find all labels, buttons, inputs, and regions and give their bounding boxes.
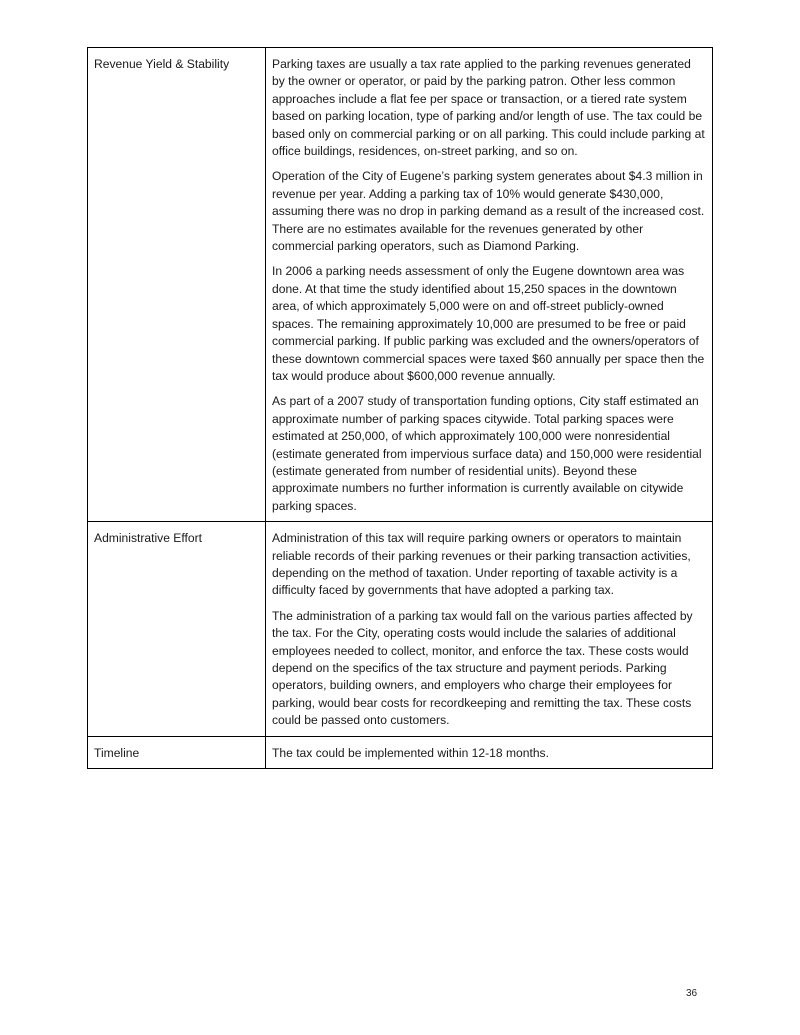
row-label: Revenue Yield & Stability: [94, 57, 230, 71]
table-row-revenue-yield: [88, 48, 713, 522]
paragraph: Parking taxes are usually a tax rate applied to the parking revenues generated by the owner or operator, or paid by the parking patron. Other less common approaches include a flat fee per space or transaction, or a tiered rate system based on parking location, type of parking and/or length of use. The tax could be based only on commercial parking or on all parking. This could include parking at office buildings, residences, on-street parking, and so on.: [272, 57, 705, 159]
row-content-cell: [266, 48, 713, 522]
table-row-administrative-effort: [88, 522, 713, 736]
evaluation-criteria-table: [87, 47, 713, 769]
row-content-cell: [266, 522, 713, 736]
paragraph: Administration of this tax will require parking owners or operators to maintain reliable records of their parking revenues or their parking transaction activities, depending on the method of taxation. Under reporting of taxable activity is a difficulty faced by governments that have adopted a parking tax.: [272, 531, 691, 598]
paragraph: As part of a 2007 study of transportation funding options, City staff estimated an approximate number of parking spaces citywide. Total parking spaces were estimated at 250,000, of which approximately 100,000 were nonresidential (estimate generated from impervious surface data) and 150,000 were residential (estimate generated from number of residential units). Beyond these approximate numbers no further information is currently available on citywide parking spaces.: [272, 394, 702, 513]
row-label-cell: [88, 48, 266, 522]
row-content-cell: [266, 736, 713, 768]
row-label: Timeline: [94, 745, 140, 760]
page-number: 36: [686, 988, 698, 999]
row-label-cell: [88, 522, 266, 736]
table-row-timeline: [88, 736, 713, 768]
row-label: Administrative Effort: [94, 531, 202, 546]
paragraph: The administration of a parking tax would fall on the various parties affected by the tax. For the City, operating costs would include the salaries of additional employees needed to collect, monitor, and enforce the tax. These costs would depend on the specifics of the tax structure and payment periods. Parking operators, building owners, and employers who charge their employees for parking, would bear costs for recordkeeping and remitting the tax. These costs could be passed onto customers.: [272, 608, 693, 728]
paragraph: In 2006 a parking needs assessment of only the Eugene downtown area was done. At that time the study identified about 15,250 spaces in the downtown area, of which approximately 5,000 were on and off-street publicly-owned spaces. The remaining approximately 10,000 are presumed to be free or paid commercial parking. If public parking was excluded and the owners/operators of these downtown commercial spaces were taxed $60 annually per space then the tax would produce about $600,000 revenue annually.: [272, 264, 705, 383]
paragraph: The tax could be implemented within 12-18 months.: [272, 745, 549, 760]
paragraph: Operation of the City of Eugene’s parking system generates about $4.3 million in revenue per year. Adding a parking tax of 10% would generate $430,000, assuming there was no drop in parking demand as a result of the increased cost. There are no estimates available for the revenues generated by other commercial parking operators, such as Diamond Parking.: [272, 169, 705, 254]
row-label-cell: [88, 736, 266, 768]
